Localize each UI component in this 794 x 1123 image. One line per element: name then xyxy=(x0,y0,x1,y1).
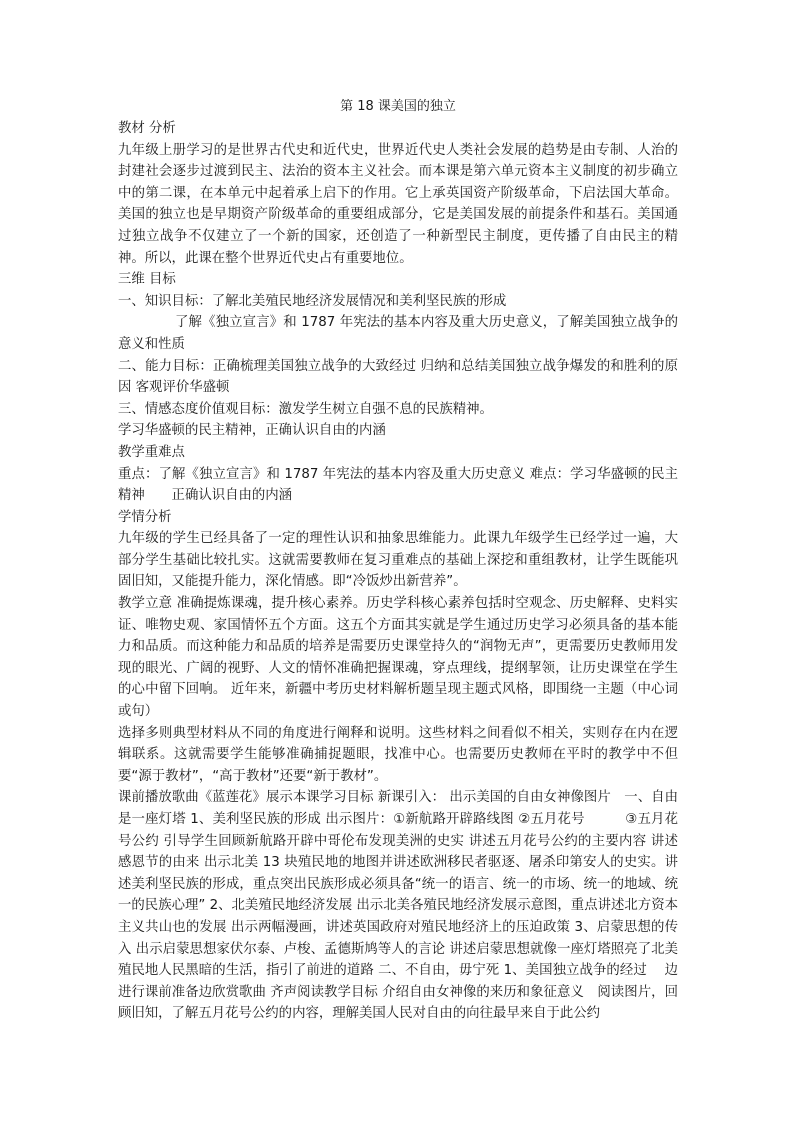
section-heading-key-difficulties: 教学重难点 xyxy=(118,444,185,460)
paragraph-textbook-analysis: 九年级上册学习的是世界古代史和近代史，世界近代史人类社会发展的趋势是由专制、人治的封建社会逐步过渡到民主、法治的资本主义社会。而本课是第六单元资本主义制度的初步确立中的第二课，在本单元中起着承上启下的作用。它上承英国资产阶级革命，下启法国大革命。美国的独立也是早期资产阶级革命的重要组成部分，它是美国发展的前提条件和基石。美国通过独立战争不仅建立了一个新的国家，还创造了一种新型民主制度，更传播了自由民主的精神。所以，此课在整个世界近代史占有重要地位。 xyxy=(118,142,678,266)
paragraph-teaching-intent: 教学立意 准确提炼课魂，提升核心素养。历史学科核心素养包括时空观念、历史解释、史料实证、唯物史观、家国情怀五个方面。这五个方面其实就是学生通过历史学习必须具备的基本能力和品质。而这种能力和品质的培养是需要历史课堂持久的“润物无声”，更需要历史教师用发现的眼光、广阔的视野、人文的情怀准确把握课魂，穿点理线，提纲挈领，让历史课堂在学生的心中留下回响。 近年来，新疆中考历史材料解析题呈现主题式风格，即围绕一主题（中心词或句） xyxy=(118,596,678,720)
paragraph-student-analysis: 九年级的学生已经具备了一定的理性认识和抽象思维能力。此课九年级学生已经学过一遍，大部分学生基础比较扎实。这就需要教师在复习重难点的基础上深挖和重组教材，让学生既能巩固旧知，又能提升能力，深化情感。即“冷饭炒出新营养”。 xyxy=(118,531,678,590)
paragraph-ability-goal: 二、能力目标：正确梳理美国独立战争的大致经过 归纳和总结美国独立战争爆发的和胜利的原因 客观评价华盛顿 xyxy=(118,358,678,396)
section-heading-textbook-analysis: 教材 分析 xyxy=(118,121,176,136)
page-title: 第 18 课美国的独立 xyxy=(340,99,456,114)
paragraph-material-selection: 选择多则典型材料从不同的角度进行阐释和说明。这些材料之间看似不相关，实则存在内在逻辑联系。这就需要学生能够准确捕捉题眼，找准中心。也需要历史教师在平时的教学中不但要“源于教材”，“高于教材”还要“新于教材”。 xyxy=(118,725,678,784)
paragraph-knowledge-goal-detail: 了解《独立宣言》和 1787 年宪法的基本内容及重大历史意义，了解美国独立战争的意义和性质 xyxy=(118,315,678,352)
paragraph-lesson-process: 课前播放歌曲《蓝莲花》展示本课学习目标 新课引入： 出示美国的自由女神像图片 一、自由是一座灯塔 1、美利坚民族的形成 出示图片：①新航路开辟路线图 ②五月花号 ③五月花号公约 引导学生回顾新航路开辟中哥伦布发现美洲的史实 讲述五月花号公约的主要内容 讲述感恩节的由来 出示北美 13 块殖民地的地图并讲述欧洲移民者驱逐、屠杀印第安人的史实。讲述美利坚民族的形成，重点突出民族形成必须具备“统一的语言、统一的市场、统一的地域、统一的民族心理” 2、北美殖民地经济发展 出示北美各殖民地经济发展示意图，重点讲述北方资本主义共山也的发展 出示两幅漫画，讲述英国政府对殖民地经济上的压迫政策 3、启蒙思想的传入 出示启蒙思想家伏尔泰、卢梭、孟德斯鸠等人的言论 讲述启蒙思想就像一座灯塔照亮了北美殖民地人民黑暗的生活，指引了前进的道路 二、不自由，毋宁死 1、美国独立战争的经过 边进行课前准备边欣赏歌曲 齐声阅读教学目标 介绍自由女神像的来历和象征意义 阅读图片，回顾旧知，了解五月花号公约的内容，理解美国人民对自由的向往最早来自于此公约 xyxy=(118,790,678,1022)
paragraph-washington-spirit: 学习华盛顿的民主精神，正确认识自由的内涵 xyxy=(118,423,386,439)
paragraph-key-points: 重点：了解《独立宣言》和 1787 年宪法的基本内容及重大历史意义 难点：学习华盛顿的民主精神 正确认识自由的内涵 xyxy=(118,466,678,504)
paragraph-knowledge-goal: 一、知识目标：了解北美殖民地经济发展情况和美利坚民族的形成 xyxy=(118,293,507,309)
document-page xyxy=(118,97,678,1025)
paragraph-emotion-goal: 三、情感态度价值观目标：激发学生树立自强不息的民族精神。 xyxy=(118,401,493,417)
section-heading-three-goals: 三维 目标 xyxy=(118,272,176,288)
section-heading-student-analysis: 学情分析 xyxy=(118,509,172,525)
